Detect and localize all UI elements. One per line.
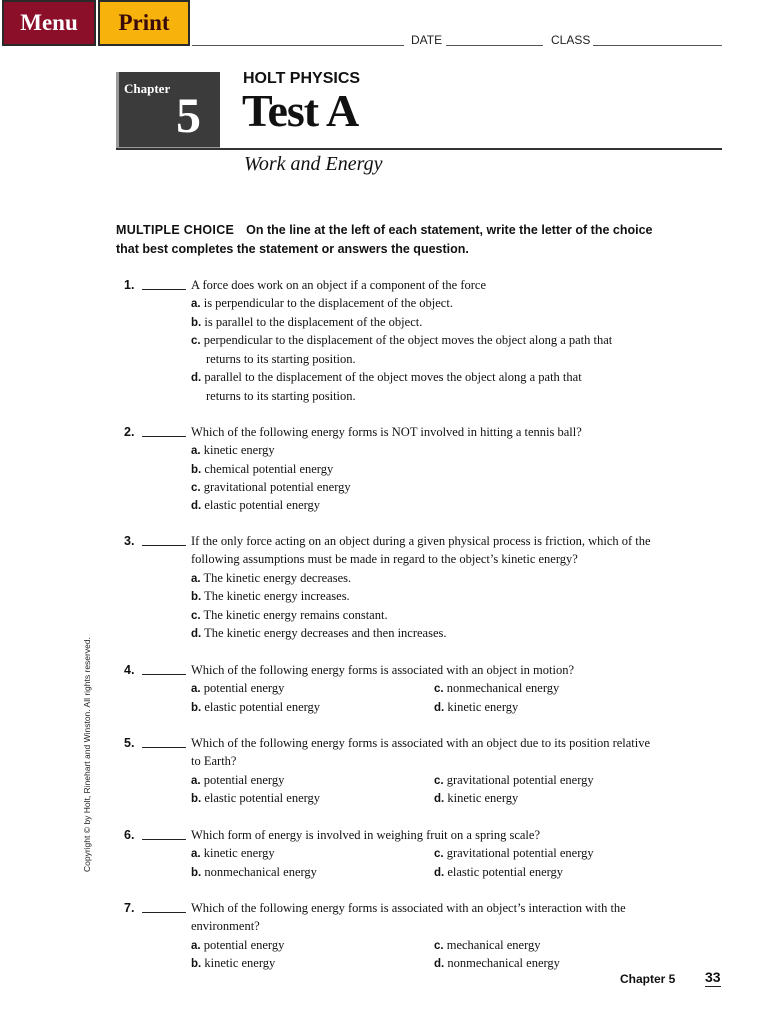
option: d. kinetic energy: [434, 791, 519, 805]
chapter-word: Chapter: [124, 81, 171, 96]
question-stem: If the only force acting on an object during a given physical process is friction, which of the following assumptions must be made in regard to the object’s kinetic energy?: [191, 534, 651, 567]
option: a. kinetic energy: [191, 846, 275, 860]
question-number: 4.: [124, 663, 135, 677]
option: c. The kinetic energy remains constant.: [191, 608, 388, 622]
option: a. potential energy: [191, 773, 285, 787]
option: b. The kinetic energy increases.: [191, 589, 350, 603]
option: c. gravitational potential energy: [434, 846, 594, 860]
date-line: [446, 45, 543, 46]
option: c. perpendicular to the displacement of the object moves the object along a path that returns to its starting position.: [191, 333, 613, 367]
copyright-notice: Copyright © by Holt, Rinehart and Winston. All rights reserved.: [82, 637, 92, 872]
option: c. gravitational potential energy: [434, 773, 594, 787]
answer-blank[interactable]: [142, 276, 186, 290]
option: c. gravitational potential energy: [191, 480, 351, 494]
test-title: Test A: [242, 85, 359, 136]
instructions-text: On the line at the left of each statement, write the letter of the choice that best completes the statement or answers the question.: [116, 223, 653, 256]
question-stem: A force does work on an object if a component of the force: [191, 278, 487, 292]
question-number: 2.: [124, 425, 135, 439]
option: d. parallel to the displacement of the object moves the object along a path that returns to its starting position.: [191, 370, 582, 404]
chapter-badge: [116, 72, 220, 150]
option: a. The kinetic energy decreases.: [191, 571, 352, 585]
class-label: CLASS: [551, 33, 591, 47]
footer-chapter-label: Chapter 5: [620, 972, 676, 986]
option: a. potential energy: [191, 681, 285, 695]
option: a. kinetic energy: [191, 443, 275, 457]
question-number: 7.: [124, 901, 135, 915]
title-divider: [116, 148, 722, 150]
instructions: [116, 221, 676, 259]
option: d. The kinetic energy decreases and then increases.: [191, 626, 447, 640]
class-line: [593, 45, 722, 46]
answer-blank[interactable]: [142, 423, 186, 437]
name-line: [192, 45, 404, 46]
menu-button[interactable]: Menu: [2, 0, 96, 46]
page-number: 33: [705, 969, 721, 985]
answer-blank[interactable]: [142, 661, 186, 675]
option: b. elastic potential energy: [191, 791, 321, 805]
chapter-number: 5: [176, 87, 201, 143]
answer-blank[interactable]: [142, 734, 186, 748]
question-stem: Which form of energy is involved in weighing fruit on a spring scale?: [191, 828, 540, 842]
option: d. elastic potential energy: [434, 865, 564, 879]
option: b. nonmechanical energy: [191, 865, 317, 879]
option: d. elastic potential energy: [191, 498, 321, 512]
question-number: 3.: [124, 534, 135, 548]
instructions-label: MULTIPLE CHOICE: [116, 223, 235, 237]
question-stem: Which of the following energy forms is associated with an object’s interaction with the environment?: [191, 901, 626, 934]
option: b. is parallel to the displacement of the object.: [191, 315, 423, 329]
question-number: 6.: [124, 828, 135, 842]
option: d. kinetic energy: [434, 700, 519, 714]
question-stem: Which of the following energy forms is associated with an object due to its position relative to Earth?: [191, 736, 651, 769]
publisher-title: HOLT PHYSICS: [243, 70, 361, 87]
print-button[interactable]: Print: [98, 0, 190, 46]
option: d. nonmechanical energy: [434, 956, 560, 970]
option: c. nonmechanical energy: [434, 681, 560, 695]
option: b. elastic potential energy: [191, 700, 321, 714]
option: a. is perpendicular to the displacement of the object.: [191, 296, 453, 310]
option: b. kinetic energy: [191, 956, 276, 970]
answer-blank[interactable]: [142, 826, 186, 840]
answer-blank[interactable]: [142, 899, 186, 913]
option: b. chemical potential energy: [191, 462, 334, 476]
question-stem: Which of the following energy forms is NOT involved in hitting a tennis ball?: [191, 425, 582, 439]
answer-blank[interactable]: [142, 532, 186, 546]
date-label: DATE: [411, 33, 443, 47]
question-number: 1.: [124, 278, 135, 292]
option: a. potential energy: [191, 938, 285, 952]
question-stem: Which of the following energy forms is associated with an object in motion?: [191, 663, 575, 677]
question-number: 5.: [124, 736, 135, 750]
test-subtitle: Work and Energy: [244, 153, 383, 175]
option: c. mechanical energy: [434, 938, 541, 952]
